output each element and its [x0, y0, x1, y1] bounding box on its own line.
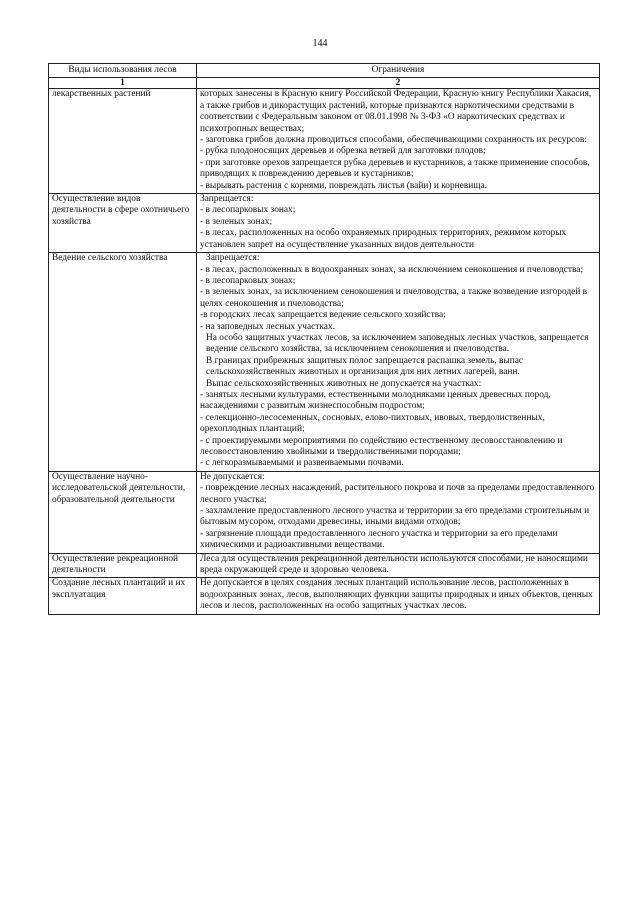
restriction-line: - в лесопарковых зонах; [200, 275, 296, 286]
restriction-line: - вырывать растения с корнями, повреждать листья (вайи) и корневища. [200, 180, 487, 191]
restriction-line: -в городских лесах запрещается ведение сельского хозяйства; [200, 310, 446, 321]
forest-use-type-cell [49, 194, 197, 253]
forest-use-type-cell [49, 553, 197, 578]
column-number-1: 1 [49, 78, 197, 89]
restriction-line: - захламление предоставленного лесного участка и территории за его пределами строительным и бытовым мусором, отходами древесины, иными видами отходов; [200, 506, 590, 528]
restrictions-cell [197, 553, 600, 578]
forest-use-type-text: Осуществление научно-исследовательской деятельности, образовательной деятельности [52, 471, 186, 505]
header-restrictions: Ограничения [197, 64, 600, 78]
table-row [49, 471, 600, 553]
restriction-line: - рубка плодоносящих деревьев и обрезка ветвей для заготовки плодов; [200, 146, 486, 157]
restriction-line: - в лесах, расположенных в водоохранных зонах, за исключением сенокошения и пчеловодства; [200, 264, 584, 275]
restriction-line: Не допускается в целях создания лесных плантаций использование лесов, расположенных в водоохранных зонах, лесов, выполняющих функции защиты природных и иных объектов, ценных лесов и лесов, расположенных на особо защитных участках лесов. [200, 578, 593, 612]
forest-use-type-cell [49, 578, 197, 614]
table-row [49, 553, 600, 578]
restriction-line: а также грибов и дикорастущих растений, которые признаются наркотическими средствами в соответствии с Федеральным законом от 08.01.1998 № 3-ФЗ «О наркотических средствах и психотропных веществах; [200, 100, 575, 134]
restriction-line: На особо защитных участках лесов, за исключением заповедных лесных участков, запрещается ведение сельского хозяйства, за исключением сенокошения и пчеловодства. [206, 332, 589, 355]
table-body [49, 89, 600, 614]
restriction-line: Не допускается: [200, 471, 265, 482]
table-row [49, 253, 600, 472]
column-number-row [49, 78, 600, 89]
table-header-row [49, 64, 600, 78]
restriction-line: - селекционно-лесосеменных, сосновых, елово-пихтовых, ивовых, твердолиственных, орехоплодных плантаций; [200, 412, 545, 435]
header-forest-use-types: Виды использования лесов [49, 64, 197, 78]
restriction-line: - в лесопарковых зонах; [200, 205, 296, 216]
restrictions-cell [197, 89, 600, 194]
restriction-line: - на заповедных лесных участках. [200, 321, 335, 332]
forest-use-restrictions-table [48, 63, 600, 615]
restrictions-cell [197, 578, 600, 614]
restriction-line: - занятых лесными культурами, естественными молодняками ценных древесных пород, насаждениями с развитым жизнеспособным подростом; [200, 389, 551, 412]
restrictions-cell [197, 253, 600, 472]
restriction-line: - заготовка грибов должна проводиться способами, обеспечивающими сохранность их ресурсов: [200, 135, 587, 146]
forest-use-type-cell [49, 471, 197, 553]
restriction-line: - в зеленых зонах, за исключением сенокошения и пчеловодства, а также возведение изгородей в целях сенокошения и пчеловодства; [200, 287, 588, 309]
column-number-2: 2 [197, 78, 600, 89]
restriction-line: - при заготовке орехов запрещается рубка деревьев и кустарников, а также применение способов, приводящих к повреждению деревьев и кустарников; [200, 157, 590, 180]
table-row [49, 89, 600, 194]
restriction-line: которых занесены в Красную книгу Российской Федерации, Красную книгу Республики Хакасия, [200, 89, 592, 100]
restriction-line: - с проектируемыми мероприятиями по содействию естественному лесовосстановлению и лесовосстановлению хвойными и твердолиственными породами; [200, 435, 563, 457]
restriction-line: - в зеленых зонах; [200, 216, 273, 227]
forest-use-type-text: Ведение сельского хозяйства [52, 253, 168, 264]
restriction-line: В границах прибрежных защитных полос запрещается распашка земель, выпас сельскохозяйственных животных и организация для них летних лагерей, ванн. [206, 355, 524, 378]
forest-use-type-cell [49, 89, 197, 194]
forest-use-type-text: Осуществление рекреационной деятельности [52, 553, 179, 576]
restriction-line: Леса для осуществления рекреационной деятельности используются способами, не наносящими вреда окружающей среде и здоровью человека. [200, 553, 588, 576]
forest-use-type-text: Создание лесных плантаций и их эксплуатация [52, 578, 186, 600]
forest-use-type-cell [49, 253, 197, 472]
restrictions-cell [197, 471, 600, 553]
restriction-line: - повреждение лесных насаждений, растительного покрова и почв за пределами предоставленного лесного участка; [200, 483, 595, 505]
forest-use-type-text: Осуществление видов деятельности в сфере охотничьего хозяйства [52, 194, 190, 227]
restriction-line: - с легкоразмываемыми и развеиваемыми почвами. [200, 458, 404, 469]
table-row [49, 578, 600, 614]
restriction-line: - в лесах, расположенных на особо охраняемых природных территориях, режимом которых установлен запрет на осуществление указанных видов деятельности [200, 228, 567, 250]
page-number: 144 [312, 38, 328, 49]
forest-use-type-text: лекарственных растений [52, 89, 151, 100]
restriction-line: Выпас сельскохозяйственных животных не допускается на участках: [206, 378, 482, 389]
restriction-line: - загрязнение площади предоставленного лесного участка и территории за его пределами химическими и радиоактивными веществами. [200, 528, 558, 551]
restriction-line: Запрещается: [206, 253, 260, 264]
restriction-line: Запрещается: [200, 194, 254, 205]
restrictions-cell [197, 194, 600, 253]
table-row [49, 194, 600, 253]
